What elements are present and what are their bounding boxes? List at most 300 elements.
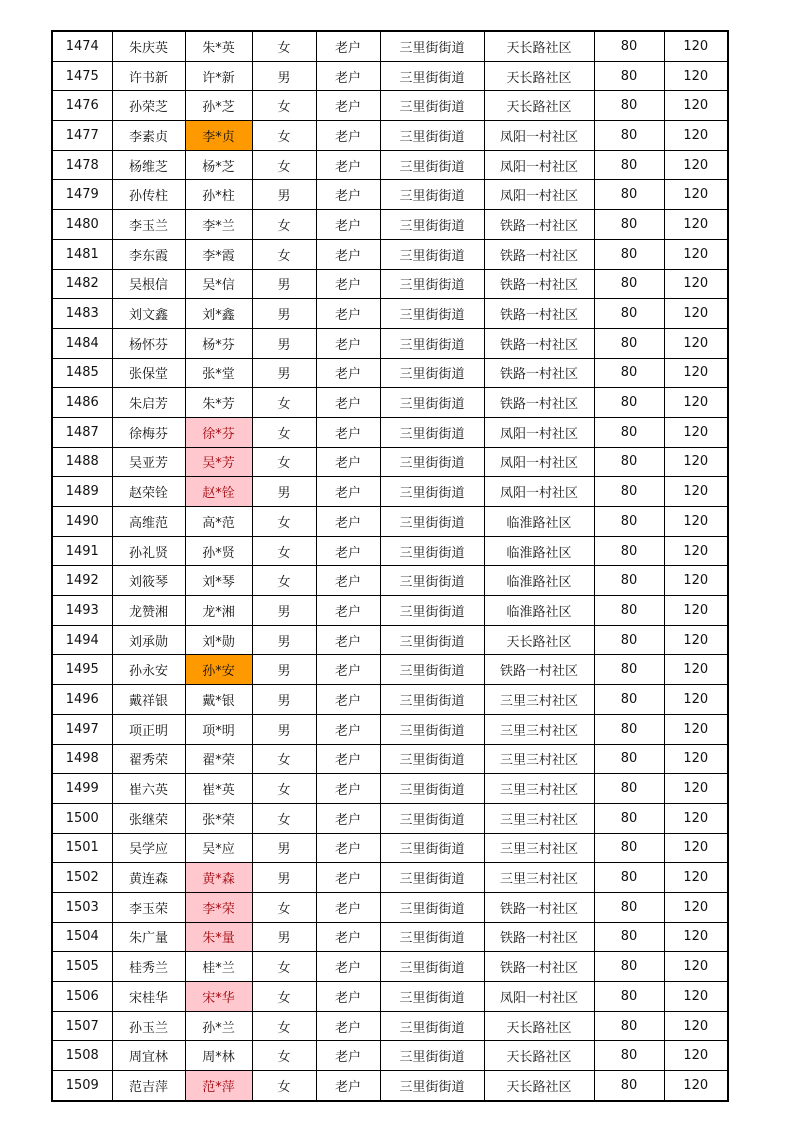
masked-name-cell: 张*堂 (185, 358, 252, 388)
community-cell: 铁路一村社区 (484, 358, 594, 388)
street-cell: 三里街街道 (380, 299, 484, 329)
household-type-cell: 老户 (316, 1011, 380, 1041)
street-cell: 三里街街道 (380, 31, 484, 61)
masked-name-cell: 杨*芝 (185, 150, 252, 180)
age-cell: 80 (594, 1011, 664, 1041)
name-cell: 张继荣 (112, 803, 185, 833)
table-row (52, 477, 728, 507)
name-cell: 范吉萍 (112, 1071, 185, 1101)
gender-cell: 男 (252, 299, 316, 329)
household-type-cell: 老户 (316, 507, 380, 537)
gender-cell: 女 (252, 91, 316, 121)
community-cell: 铁路一村社区 (484, 210, 594, 240)
name-cell: 吴亚芳 (112, 447, 185, 477)
community-cell: 三里三村社区 (484, 803, 594, 833)
street-cell: 三里街街道 (380, 269, 484, 299)
gender-cell: 女 (252, 417, 316, 447)
masked-name-cell: 桂*兰 (185, 952, 252, 982)
name-cell: 李素贞 (112, 121, 185, 151)
household-type-cell: 老户 (316, 239, 380, 269)
amount-cell: 120 (664, 655, 728, 685)
gender-cell: 男 (252, 714, 316, 744)
age-cell: 80 (594, 952, 664, 982)
gender-cell: 女 (252, 744, 316, 774)
age-cell: 80 (594, 447, 664, 477)
household-type-cell: 老户 (316, 121, 380, 151)
household-type-cell: 老户 (316, 803, 380, 833)
gender-cell: 男 (252, 358, 316, 388)
community-cell: 铁路一村社区 (484, 388, 594, 418)
age-cell: 80 (594, 1041, 664, 1071)
table-row (52, 417, 728, 447)
masked-name-cell: 崔*英 (185, 774, 252, 804)
street-cell: 三里街街道 (380, 121, 484, 151)
masked-name-cell: 李*荣 (185, 892, 252, 922)
amount-cell: 120 (664, 269, 728, 299)
gender-cell: 女 (252, 150, 316, 180)
name-cell: 许书新 (112, 61, 185, 91)
gender-cell: 女 (252, 31, 316, 61)
household-type-cell: 老户 (316, 299, 380, 329)
masked-name-cell: 杨*芬 (185, 328, 252, 358)
age-cell: 80 (594, 417, 664, 447)
amount-cell: 120 (664, 1071, 728, 1101)
name-cell: 赵荣铨 (112, 477, 185, 507)
table-row (52, 922, 728, 952)
row-number-cell: 1474 (52, 31, 112, 61)
gender-cell: 男 (252, 477, 316, 507)
masked-name-cell: 徐*芬 (185, 417, 252, 447)
gender-cell: 男 (252, 269, 316, 299)
row-number-cell: 1483 (52, 299, 112, 329)
amount-cell: 120 (664, 31, 728, 61)
age-cell: 80 (594, 536, 664, 566)
masked-name-cell: 李*霞 (185, 239, 252, 269)
age-cell: 80 (594, 210, 664, 240)
age-cell: 80 (594, 507, 664, 537)
household-type-cell: 老户 (316, 625, 380, 655)
table-row (52, 774, 728, 804)
table-row (52, 121, 728, 151)
row-number-cell: 1497 (52, 714, 112, 744)
table-row (52, 803, 728, 833)
amount-cell: 120 (664, 922, 728, 952)
gender-cell: 女 (252, 1071, 316, 1101)
street-cell: 三里街街道 (380, 596, 484, 626)
household-type-cell: 老户 (316, 1041, 380, 1071)
street-cell: 三里街街道 (380, 1041, 484, 1071)
community-cell: 天长路社区 (484, 91, 594, 121)
community-cell: 铁路一村社区 (484, 328, 594, 358)
age-cell: 80 (594, 180, 664, 210)
street-cell: 三里街街道 (380, 744, 484, 774)
household-type-cell: 老户 (316, 31, 380, 61)
masked-name-cell: 吴*芳 (185, 447, 252, 477)
household-type-cell: 老户 (316, 1071, 380, 1101)
gender-cell: 男 (252, 922, 316, 952)
masked-name-cell: 吴*信 (185, 269, 252, 299)
amount-cell: 120 (664, 121, 728, 151)
name-cell: 戴祥银 (112, 685, 185, 715)
row-number-cell: 1491 (52, 536, 112, 566)
table-row (52, 566, 728, 596)
masked-name-cell: 宋*华 (185, 982, 252, 1012)
community-cell: 凤阳一村社区 (484, 180, 594, 210)
age-cell: 80 (594, 714, 664, 744)
age-cell: 80 (594, 150, 664, 180)
row-number-cell: 1507 (52, 1011, 112, 1041)
community-cell: 铁路一村社区 (484, 952, 594, 982)
community-cell: 铁路一村社区 (484, 892, 594, 922)
household-type-cell: 老户 (316, 596, 380, 626)
community-cell: 三里三村社区 (484, 744, 594, 774)
amount-cell: 120 (664, 714, 728, 744)
gender-cell: 女 (252, 239, 316, 269)
household-type-cell: 老户 (316, 952, 380, 982)
gender-cell: 女 (252, 1011, 316, 1041)
gender-cell: 女 (252, 982, 316, 1012)
masked-name-cell: 孙*贤 (185, 536, 252, 566)
gender-cell: 男 (252, 61, 316, 91)
name-cell: 李东霞 (112, 239, 185, 269)
household-type-cell: 老户 (316, 566, 380, 596)
age-cell: 80 (594, 892, 664, 922)
age-cell: 80 (594, 774, 664, 804)
household-type-cell: 老户 (316, 358, 380, 388)
gender-cell: 男 (252, 655, 316, 685)
community-cell: 铁路一村社区 (484, 299, 594, 329)
name-cell: 孙荣芝 (112, 91, 185, 121)
name-cell: 宋桂华 (112, 982, 185, 1012)
amount-cell: 120 (664, 892, 728, 922)
masked-name-cell: 朱*英 (185, 31, 252, 61)
community-cell: 三里三村社区 (484, 833, 594, 863)
amount-cell: 120 (664, 180, 728, 210)
name-cell: 李玉荣 (112, 892, 185, 922)
community-cell: 临淮路社区 (484, 596, 594, 626)
household-type-cell: 老户 (316, 269, 380, 299)
gender-cell: 女 (252, 1041, 316, 1071)
masked-name-cell: 孙*芝 (185, 91, 252, 121)
street-cell: 三里街街道 (380, 477, 484, 507)
row-number-cell: 1485 (52, 358, 112, 388)
amount-cell: 120 (664, 685, 728, 715)
age-cell: 80 (594, 655, 664, 685)
household-type-cell: 老户 (316, 477, 380, 507)
row-number-cell: 1480 (52, 210, 112, 240)
gender-cell: 女 (252, 210, 316, 240)
amount-cell: 120 (664, 150, 728, 180)
street-cell: 三里街街道 (380, 328, 484, 358)
gender-cell: 女 (252, 388, 316, 418)
name-cell: 孙玉兰 (112, 1011, 185, 1041)
table-row (52, 982, 728, 1012)
amount-cell: 120 (664, 358, 728, 388)
name-cell: 翟秀荣 (112, 744, 185, 774)
age-cell: 80 (594, 31, 664, 61)
street-cell: 三里街街道 (380, 566, 484, 596)
name-cell: 刘文鑫 (112, 299, 185, 329)
masked-name-cell: 张*荣 (185, 803, 252, 833)
masked-name-cell: 范*萍 (185, 1071, 252, 1101)
community-cell: 天长路社区 (484, 625, 594, 655)
row-number-cell: 1503 (52, 892, 112, 922)
gender-cell: 男 (252, 685, 316, 715)
amount-cell: 120 (664, 388, 728, 418)
table-row (52, 239, 728, 269)
masked-name-cell: 戴*银 (185, 685, 252, 715)
household-type-cell: 老户 (316, 655, 380, 685)
household-type-cell: 老户 (316, 863, 380, 893)
row-number-cell: 1501 (52, 833, 112, 863)
row-number-cell: 1494 (52, 625, 112, 655)
table-row (52, 180, 728, 210)
gender-cell: 女 (252, 952, 316, 982)
table-row (52, 596, 728, 626)
amount-cell: 120 (664, 417, 728, 447)
row-number-cell: 1488 (52, 447, 112, 477)
street-cell: 三里街街道 (380, 714, 484, 744)
name-cell: 高维范 (112, 507, 185, 537)
row-number-cell: 1496 (52, 685, 112, 715)
amount-cell: 120 (664, 1011, 728, 1041)
age-cell: 80 (594, 922, 664, 952)
row-number-cell: 1504 (52, 922, 112, 952)
amount-cell: 120 (664, 863, 728, 893)
amount-cell: 120 (664, 833, 728, 863)
table-row (52, 91, 728, 121)
age-cell: 80 (594, 239, 664, 269)
street-cell: 三里街街道 (380, 507, 484, 537)
table-row (52, 655, 728, 685)
row-number-cell: 1481 (52, 239, 112, 269)
street-cell: 三里街街道 (380, 417, 484, 447)
household-type-cell: 老户 (316, 892, 380, 922)
household-type-cell: 老户 (316, 61, 380, 91)
age-cell: 80 (594, 358, 664, 388)
age-cell: 80 (594, 625, 664, 655)
table-row (52, 892, 728, 922)
row-number-cell: 1490 (52, 507, 112, 537)
household-type-cell: 老户 (316, 180, 380, 210)
masked-name-cell: 赵*铨 (185, 477, 252, 507)
row-number-cell: 1486 (52, 388, 112, 418)
table-row (52, 447, 728, 477)
household-type-cell: 老户 (316, 982, 380, 1012)
age-cell: 80 (594, 299, 664, 329)
table-row (52, 269, 728, 299)
amount-cell: 120 (664, 299, 728, 329)
age-cell: 80 (594, 596, 664, 626)
amount-cell: 120 (664, 774, 728, 804)
name-cell: 龙赞湘 (112, 596, 185, 626)
age-cell: 80 (594, 685, 664, 715)
name-cell: 吴学应 (112, 833, 185, 863)
amount-cell: 120 (664, 447, 728, 477)
name-cell: 孙传柱 (112, 180, 185, 210)
gender-cell: 男 (252, 596, 316, 626)
street-cell: 三里街街道 (380, 239, 484, 269)
table-row (52, 328, 728, 358)
amount-cell: 120 (664, 625, 728, 655)
name-cell: 崔六英 (112, 774, 185, 804)
gender-cell: 男 (252, 180, 316, 210)
amount-cell: 120 (664, 507, 728, 537)
street-cell: 三里街街道 (380, 625, 484, 655)
household-type-cell: 老户 (316, 91, 380, 121)
gender-cell: 男 (252, 328, 316, 358)
table-row (52, 714, 728, 744)
masked-name-cell: 翟*荣 (185, 744, 252, 774)
masked-name-cell: 吴*应 (185, 833, 252, 863)
table-row (52, 863, 728, 893)
gender-cell: 女 (252, 803, 316, 833)
household-type-cell: 老户 (316, 417, 380, 447)
amount-cell: 120 (664, 566, 728, 596)
street-cell: 三里街街道 (380, 952, 484, 982)
community-cell: 凤阳一村社区 (484, 447, 594, 477)
gender-cell: 男 (252, 833, 316, 863)
name-cell: 杨维芝 (112, 150, 185, 180)
street-cell: 三里街街道 (380, 388, 484, 418)
community-cell: 铁路一村社区 (484, 239, 594, 269)
table-row (52, 31, 728, 61)
street-cell: 三里街街道 (380, 210, 484, 240)
masked-name-cell: 龙*湘 (185, 596, 252, 626)
age-cell: 80 (594, 982, 664, 1012)
row-number-cell: 1476 (52, 91, 112, 121)
age-cell: 80 (594, 388, 664, 418)
street-cell: 三里街街道 (380, 447, 484, 477)
amount-cell: 120 (664, 744, 728, 774)
street-cell: 三里街街道 (380, 150, 484, 180)
community-cell: 凤阳一村社区 (484, 121, 594, 151)
table-row (52, 299, 728, 329)
table-row (52, 1071, 728, 1101)
table-row (52, 150, 728, 180)
street-cell: 三里街街道 (380, 774, 484, 804)
name-cell: 黄连森 (112, 863, 185, 893)
row-number-cell: 1484 (52, 328, 112, 358)
age-cell: 80 (594, 91, 664, 121)
gender-cell: 男 (252, 863, 316, 893)
name-cell: 张保堂 (112, 358, 185, 388)
household-type-cell: 老户 (316, 210, 380, 240)
row-number-cell: 1475 (52, 61, 112, 91)
community-cell: 凤阳一村社区 (484, 417, 594, 447)
community-cell: 凤阳一村社区 (484, 477, 594, 507)
name-cell: 杨怀芬 (112, 328, 185, 358)
household-type-cell: 老户 (316, 447, 380, 477)
household-type-cell: 老户 (316, 685, 380, 715)
street-cell: 三里街街道 (380, 1011, 484, 1041)
amount-cell: 120 (664, 91, 728, 121)
name-cell: 吴根信 (112, 269, 185, 299)
masked-name-cell: 孙*兰 (185, 1011, 252, 1041)
table-row (52, 685, 728, 715)
age-cell: 80 (594, 61, 664, 91)
community-cell: 天长路社区 (484, 1041, 594, 1071)
community-cell: 天长路社区 (484, 61, 594, 91)
name-cell: 孙礼贤 (112, 536, 185, 566)
data-table (51, 30, 729, 1102)
household-type-cell: 老户 (316, 922, 380, 952)
name-cell: 桂秀兰 (112, 952, 185, 982)
community-cell: 临淮路社区 (484, 566, 594, 596)
table-row (52, 388, 728, 418)
masked-name-cell: 项*明 (185, 714, 252, 744)
amount-cell: 120 (664, 239, 728, 269)
age-cell: 80 (594, 803, 664, 833)
age-cell: 80 (594, 1071, 664, 1101)
masked-name-cell: 李*贞 (185, 121, 252, 151)
street-cell: 三里街街道 (380, 922, 484, 952)
household-type-cell: 老户 (316, 536, 380, 566)
masked-name-cell: 朱*量 (185, 922, 252, 952)
street-cell: 三里街街道 (380, 91, 484, 121)
amount-cell: 120 (664, 210, 728, 240)
community-cell: 铁路一村社区 (484, 922, 594, 952)
masked-name-cell: 朱*芳 (185, 388, 252, 418)
age-cell: 80 (594, 269, 664, 299)
community-cell: 三里三村社区 (484, 714, 594, 744)
table-row (52, 210, 728, 240)
street-cell: 三里街街道 (380, 358, 484, 388)
amount-cell: 120 (664, 982, 728, 1012)
street-cell: 三里街街道 (380, 863, 484, 893)
household-type-cell: 老户 (316, 714, 380, 744)
gender-cell: 女 (252, 892, 316, 922)
street-cell: 三里街街道 (380, 180, 484, 210)
row-number-cell: 1479 (52, 180, 112, 210)
household-type-cell: 老户 (316, 388, 380, 418)
name-cell: 周宜林 (112, 1041, 185, 1071)
amount-cell: 120 (664, 803, 728, 833)
amount-cell: 120 (664, 536, 728, 566)
table-row (52, 61, 728, 91)
gender-cell: 女 (252, 447, 316, 477)
row-number-cell: 1477 (52, 121, 112, 151)
row-number-cell: 1505 (52, 952, 112, 982)
street-cell: 三里街街道 (380, 892, 484, 922)
community-cell: 天长路社区 (484, 1011, 594, 1041)
household-type-cell: 老户 (316, 744, 380, 774)
community-cell: 凤阳一村社区 (484, 982, 594, 1012)
table-row (52, 1041, 728, 1071)
row-number-cell: 1489 (52, 477, 112, 507)
row-number-cell: 1499 (52, 774, 112, 804)
age-cell: 80 (594, 121, 664, 151)
name-cell: 朱广量 (112, 922, 185, 952)
masked-name-cell: 刘*勋 (185, 625, 252, 655)
table-row (52, 952, 728, 982)
household-type-cell: 老户 (316, 150, 380, 180)
masked-name-cell: 刘*鑫 (185, 299, 252, 329)
age-cell: 80 (594, 863, 664, 893)
amount-cell: 120 (664, 596, 728, 626)
street-cell: 三里街街道 (380, 1071, 484, 1101)
street-cell: 三里街街道 (380, 982, 484, 1012)
name-cell: 徐梅芬 (112, 417, 185, 447)
row-number-cell: 1498 (52, 744, 112, 774)
row-number-cell: 1508 (52, 1041, 112, 1071)
gender-cell: 女 (252, 507, 316, 537)
age-cell: 80 (594, 477, 664, 507)
row-number-cell: 1506 (52, 982, 112, 1012)
household-type-cell: 老户 (316, 774, 380, 804)
row-number-cell: 1478 (52, 150, 112, 180)
gender-cell: 女 (252, 536, 316, 566)
